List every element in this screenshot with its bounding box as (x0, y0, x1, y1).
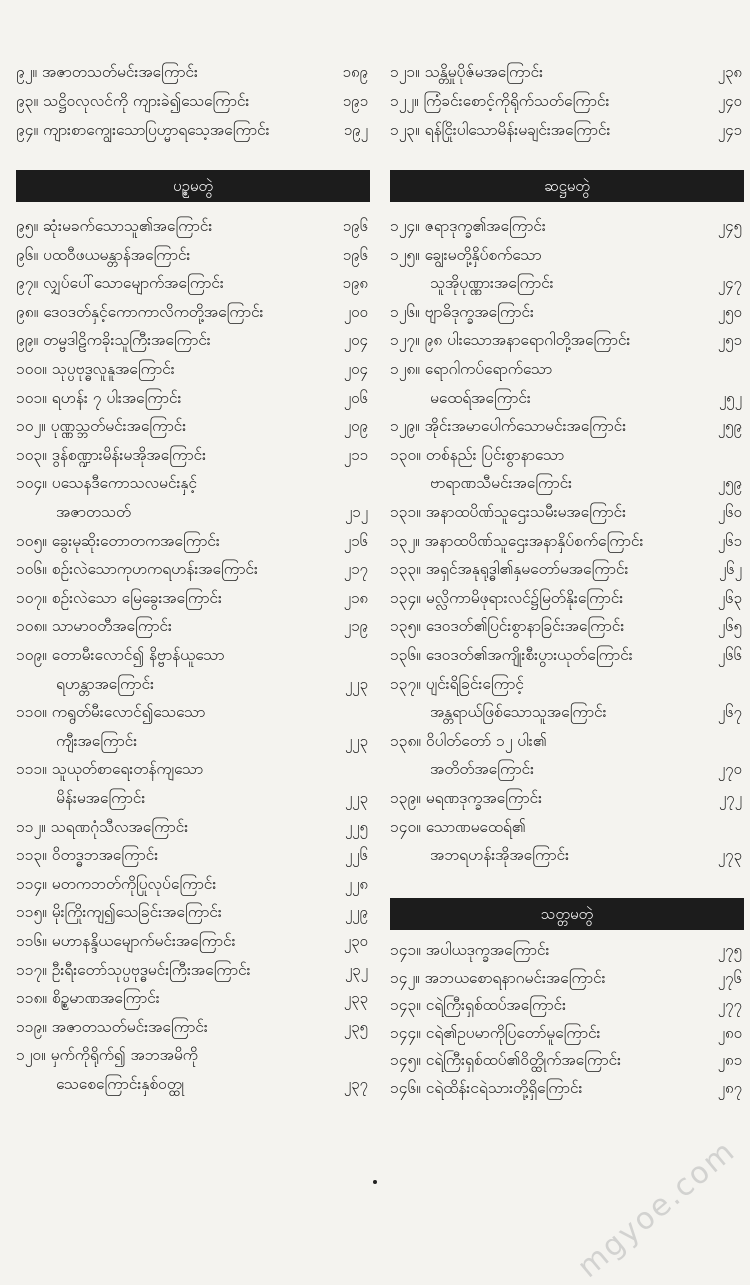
toc-entry-page-number: ၂၅၉ (717, 474, 742, 493)
toc-entry-title: ၉၅။ ဆုံးမခက်သောသူ၏အကြောင်း (16, 217, 213, 235)
toc-entry-continuation (390, 273, 744, 293)
toc-entry-title: ၁၄၅။ ငရဲကြီးရှစ်ထပ်၏ဝိတ္ထိုက်အကြောင်း (390, 1051, 622, 1069)
toc-entry (16, 91, 370, 111)
toc-entry-title: ၁၀၄။ ပသေနဒီကောသလမင်းနှင့် (16, 474, 197, 493)
toc-entry (16, 817, 370, 837)
toc-entry-page-number: ၂၃၇ (343, 1075, 368, 1093)
toc-entry-page-number: ၂၆၀ (717, 503, 742, 521)
toc-entry-page-number: ၂၂၉ (344, 903, 368, 922)
toc-entry-title: ၉၄။ ကျားစာကျွေးသောပြဟ္မာရသေ့အကြောင်း (16, 121, 270, 139)
toc-entry-title: ဗာရာဏသီမင်းအကြောင်း (430, 474, 573, 493)
toc-entry-page-number: ၂၆၅ (717, 617, 742, 636)
section-header: ပဥ္စမတွဲ (16, 170, 370, 202)
toc-entry-title: ၉၂။ အဇာတသတ်မင်းအကြောင်း (16, 63, 198, 81)
toc-entry (390, 731, 744, 751)
toc-entry-continuation (390, 759, 744, 779)
toc-entry-page-number: ၂၀၉ (343, 417, 368, 436)
toc-entry (16, 988, 370, 1008)
toc-entry-continuation (390, 845, 744, 865)
watermark: mgyoe.com (570, 1133, 742, 1285)
toc-entry-title: ရဟန္တာအကြောင်း (56, 674, 155, 693)
toc-entry-page-number: ၂၄၇ (717, 274, 742, 293)
toc-entry-page-number: ၂၆၆ (717, 646, 742, 664)
toc-entry-page-number: ၁၈၉ (342, 63, 368, 81)
toc-entry-title: ၉၉။ တမ္ဗဒါဠိကခိုးသူကြီးအကြောင်း (16, 331, 211, 350)
toc-entry-title: ၉၇။ လျှပ်ပေါ်သောမျောက်အကြောင်း (16, 274, 224, 293)
toc-entry-continuation (16, 502, 370, 522)
toc-entry-title: ၁၂၄။ ဇရာဒုက္ခ၏အကြောင်း (390, 217, 546, 235)
toc-entry-page-number: ၂၃၀ (343, 932, 368, 950)
toc-entry-page-number: ၂၅၂ (718, 388, 742, 407)
toc-entry-title: ၁၁၉။ အဇာတသတ်မင်းအကြောင်း (16, 1017, 208, 1036)
toc-entry-page-number: ၂၂၅ (344, 817, 368, 836)
toc-entry-page-number: ၂၀၄ (343, 360, 368, 378)
page-dot (373, 1180, 377, 1184)
toc-entry (16, 531, 370, 551)
toc-entry-title: ၁၃၉။ မရဏဒုက္ခအကြောင်း (390, 789, 543, 807)
toc-entry-page-number: ၂၃၅ (343, 1017, 368, 1036)
toc-entry (16, 330, 370, 350)
toc-entry-title: ၉၈။ ဒေဝဒတ်နှင့်ကောကာလိကတို့အကြောင်း (16, 302, 264, 321)
toc-entry (390, 445, 744, 465)
toc-entry-page-number: ၁၉၆ (342, 245, 368, 264)
toc-entry-page-number: ၂၇၂ (718, 789, 742, 807)
toc-entry-title: ၁၂၉။ အိုင်းအမာပေါက်သောမင်းအကြောင်း (390, 417, 627, 436)
toc-entry-title: သူအိုပုဏ္ဏားအကြောင်း (430, 274, 554, 293)
toc-entry-title: ၁၀၆။ စဉ်းလဲသောကုဟကရဟန်းအကြောင်း (16, 560, 258, 579)
toc-entry (16, 473, 370, 493)
toc-entry (390, 788, 744, 808)
toc-entry-title: အန္တရာယ်ဖြစ်သောသူအကြောင်း (430, 703, 607, 722)
toc-entry-title: ၁၁၀။ ကရွတ်မီးလောင်၍သေသော (16, 703, 206, 722)
toc-entry-page-number: ၂၅၀ (717, 302, 742, 321)
toc-entry-title: မိန်းမအကြောင်း (56, 789, 146, 807)
toc-entry-title: ၁၃၀။ တစ်နည်း ပြင်းစွာနာသော (390, 445, 565, 464)
toc-entry (390, 359, 744, 379)
toc-entry (390, 502, 744, 522)
toc-entry-title: ၁၀၈။ သာမာဝတီအကြောင်း (16, 617, 172, 636)
toc-entry-page-number: ၂၆၃ (717, 588, 742, 607)
toc-entry-page-number: ၂၂၈ (344, 874, 368, 893)
toc-entry-page-number: ၂၇၆ (717, 968, 742, 987)
toc-entry-title: ၁၄၀။ သောဏမထေရ်၏ (390, 817, 526, 836)
toc-entry (16, 559, 370, 579)
toc-entry-title: ၁၀၀။ သုပ္ပဗုဒ္ဓလူနူအကြောင်း (16, 360, 175, 378)
toc-entry-page-number: ၂၈၁ (717, 1051, 742, 1069)
toc-entry (16, 874, 370, 894)
toc-entry-title: ၁၂၅။ ချွေးမတို့နှိပ်စက်သော (390, 245, 542, 264)
toc-entry (16, 960, 370, 980)
toc-entry (16, 931, 370, 951)
toc-entry-continuation (390, 702, 744, 722)
toc-entry-page-number: ၂၀၄ (343, 331, 368, 350)
toc-entry (390, 1023, 744, 1043)
toc-entry-continuation (390, 388, 744, 408)
toc-entry-title: ၁၄၃။ ငရဲကြီးရှစ်ထပ်အကြောင်း (390, 996, 567, 1014)
toc-entry-page-number: ၂၇၇ (717, 996, 742, 1014)
toc-entry-page-number: ၂၅၁ (717, 331, 742, 350)
toc-entry (390, 91, 744, 111)
toc-entry-title: အတိတ်အကြောင်း (430, 760, 535, 779)
toc-entry-title: ၁၁၄။ မတကဘတ်ကိုပြုလုပ်ကြောင်း (16, 874, 217, 893)
toc-entry (390, 1050, 744, 1070)
toc-entry-title: ၁၃၇။ ပျင်းရိခြင်းကြောင့် (390, 674, 524, 693)
toc-entry (390, 674, 744, 694)
toc-entry-title: ၁၁၃။ ဝိတဒ္ဓဘအကြောင်း (16, 846, 159, 865)
toc-entry (16, 1045, 370, 1065)
toc-entry (390, 531, 744, 551)
toc-entry (390, 120, 744, 140)
toc-entry-title: ၁၄၁။ အပါယဒုက္ခအကြောင်း (390, 941, 550, 959)
toc-entry-page-number: ၂၈၇ (717, 1078, 742, 1097)
toc-entry (16, 120, 370, 140)
toc-entry (16, 302, 370, 322)
toc-entry-title: မထေရ်အကြောင်း (430, 388, 531, 407)
toc-entry-title: ၁၁၁။ သူယုတ်စာရေးတန်ကျသော (16, 760, 204, 779)
toc-entry-page-number: ၂၆၇ (717, 703, 742, 722)
toc-entry-continuation (16, 1074, 370, 1094)
toc-entry (16, 245, 370, 265)
toc-entry-title: ၁၃၆။ ဒေဝဒတ်၏အကျိုးစီးပွားယုတ်ကြောင်း (390, 646, 633, 664)
toc-entry-title: ၁၄၂။ အဘယစောရနာဂမင်းအကြောင်း (390, 968, 606, 987)
toc-entry (390, 302, 744, 322)
toc-entry (16, 416, 370, 436)
toc-entry (390, 968, 744, 988)
toc-entry (16, 216, 370, 236)
toc-entry-title: ၁၄၄။ ငရဲ၏ဥပမာကိုပြတော်မူကြောင်း (390, 1023, 601, 1042)
toc-entry-page-number: ၂၃၂ (344, 960, 368, 979)
toc-entry-page-number: ၂၈၀ (717, 1023, 742, 1042)
toc-entry (390, 940, 744, 960)
toc-entry-page-number: ၂၂၃ (344, 674, 368, 693)
toc-entry (390, 216, 744, 236)
toc-entry-page-number: ၂၇၅ (717, 941, 742, 959)
toc-entry (16, 902, 370, 922)
toc-entry-page-number: ၂၄၀ (717, 92, 742, 110)
toc-entry (16, 702, 370, 722)
toc-entry (16, 359, 370, 379)
toc-entry-title: ၁၀၅။ ခွေးမုဆိုးတောတကအကြောင်း (16, 531, 220, 550)
toc-entry-page-number: ၁၉၆ (342, 217, 368, 235)
toc-entry (16, 1017, 370, 1037)
toc-entry-title: ၁၄၆။ ငရဲထိန်းငရဲသားတို့ရှိကြောင်း (390, 1078, 583, 1097)
toc-entry-title: ကျီးအကြောင်း (56, 731, 138, 750)
toc-entry-title: ၁၂၃။ ရန်ငြိုးပါသောမိန်းမချင်းအကြောင်း (390, 121, 611, 139)
toc-entry-page-number: ၂၁၇ (343, 560, 368, 579)
toc-entry (16, 388, 370, 408)
toc-entry-title: ၁၂၆။ ဗျာဓိဒုက္ခအကြောင်း (390, 302, 534, 321)
toc-entry-title: ၁၃၈။ ဝိပါတ်တော် ၁၂ ပါး၏ (390, 731, 547, 750)
toc-entry (390, 645, 744, 665)
section-header: သတ္တမတွဲ (390, 898, 744, 930)
toc-entry-continuation (16, 788, 370, 808)
toc-entry-page-number: ၂၁၈ (343, 588, 368, 607)
toc-entry (16, 759, 370, 779)
toc-entry-title: ၁၂၇။ ၉၈ ပါးသောအနာရောဂါတို့အကြောင်း (390, 331, 631, 350)
toc-entry (390, 588, 744, 608)
toc-entry (16, 616, 370, 636)
toc-entry-page-number: ၂၀၀ (343, 302, 368, 321)
toc-entry (16, 62, 370, 82)
toc-entry-page-number: ၂၂၃ (344, 789, 368, 807)
toc-entry-title: ၁၀၉။ တောမီးလောင်၍ နိဗ္ဗာန်ယူသော (16, 646, 225, 664)
toc-entry-page-number: ၂၆၁ (717, 531, 742, 550)
toc-entry-page-number: ၂၂၃ (344, 731, 368, 750)
toc-entry-page-number: ၂၁၁ (343, 445, 368, 464)
toc-entry-title: ၁၁၇။ ဦးရီးတော်သုပ္ပဗုဒ္ဓမင်းကြီးအကြောင်း (16, 960, 251, 979)
toc-entry (16, 273, 370, 293)
toc-entry (390, 616, 744, 636)
toc-entry-title: ၁၂၈။ ရောဂါကပ်ရောက်သော (390, 360, 553, 378)
section-header: ဆဋ္ဌမတွဲ (390, 170, 744, 202)
toc-entry-page-number: ၂၃၈ (717, 63, 742, 81)
toc-entry-title: ၁၂၁။ သန္တိမှုပိုဇ်မအကြောင်း (390, 63, 544, 81)
toc-entry (16, 645, 370, 665)
toc-entry-page-number: ၂၁၆ (343, 531, 368, 550)
toc-entry-page-number: ၂၁၂ (344, 503, 368, 521)
toc-entry-page-number: ၁၉၁ (342, 92, 368, 110)
toc-entry-page-number: ၂၄၁ (717, 121, 742, 139)
toc-entry-title: အဇာတသတ် (56, 503, 131, 521)
toc-entry-title: ၉၆။ ပထဝီဖယမန္တာန်အကြောင်း (16, 245, 191, 264)
toc-entry-title: ၁၀၂။ ပုဏ္ဏသ္ဘတ်မင်းအကြောင်း (16, 417, 187, 436)
toc-entry-page-number: ၂၇၃ (717, 846, 742, 865)
toc-entry-title: ၁၁၅။ မိုးကြိုးကျ၍သေခြင်းအကြောင်း (16, 903, 222, 922)
toc-entry (390, 330, 744, 350)
toc-entry-continuation (390, 473, 744, 493)
toc-entry-title: ၁၁၈။ စိဥ္စမာဏအကြောင်း (16, 989, 160, 1008)
toc-entry (390, 62, 744, 82)
toc-entry (390, 817, 744, 837)
toc-entry-page-number: ၂၇၀ (717, 760, 742, 779)
toc-entry-page-number: ၂၀၆ (343, 388, 368, 407)
toc-entry-title: သေစေကြောင်းနှစ်ဝတ္ထု (56, 1075, 185, 1093)
toc-entry-title: ၁၀၃။ ဒွန်စဏ္ဍားမိန်းမအိုအကြောင်း (16, 445, 207, 464)
toc-entry (16, 588, 370, 608)
toc-entry-title: ၁၀၇။ စဉ်းလဲသော မြေခွေးအကြောင်း (16, 588, 222, 607)
toc-entry (16, 445, 370, 465)
toc-entry-title: ၁၃၅။ ဒေဝဒတ်၏ပြင်းစွာနာခြင်းအကြောင်း (390, 617, 625, 636)
toc-entry (390, 1078, 744, 1098)
toc-entry-page-number: ၂၂၆ (344, 846, 368, 865)
toc-entry-continuation (16, 731, 370, 751)
toc-entry-page-number: ၁၉၈ (342, 274, 368, 293)
toc-entry-title: ၁၃၄။ မလ္လိကာမိဖုရားလင်၌မြတ်နိုးကြောင်း (390, 588, 624, 607)
toc-entry-title: ၁၃၂။ အနာထပိဏ်သူဌေးအနာနှိပ်စက်ကြောင်း (390, 531, 644, 550)
toc-entry (390, 416, 744, 436)
toc-entry-page-number: ၂၄၅ (717, 217, 742, 235)
toc-entry-page-number: ၁၉၂ (343, 121, 368, 139)
toc-entry (16, 845, 370, 865)
toc-entry-title: ၁၃၃။ အရှင်အနုရုဒ္ဓါ၏နှမတော်မအကြောင်း (390, 560, 629, 579)
toc-entry-title: ၁၂၂။ ကြံခင်းစောင့်ကိုရိုက်သတ်ကြောင်း (390, 92, 610, 110)
toc-entry (390, 559, 744, 579)
toc-entry-title: ၁၁၂။ သရဏဂုံသီလအကြောင်း (16, 817, 189, 836)
toc-entry-title: အဘရဟန်းအိုအကြောင်း (430, 846, 570, 865)
toc-entry-page-number: ၂၅၉ (717, 417, 742, 436)
toc-entry-page-number: ၂၃၃ (343, 989, 368, 1008)
toc-entry-title: ၁၁၆။ မဟာနန္ဒိယမျောက်မင်းအကြောင်း (16, 932, 236, 950)
toc-entry-title: ၁၃၁။ အနာထပိဏ်သူဌေးသမီးမအကြောင်း (390, 503, 627, 521)
toc-entry (390, 995, 744, 1015)
toc-entry-title: ၁၀၁။ ရဟန်း ၇ ပါးအကြောင်း (16, 388, 182, 407)
toc-entry-page-number: ၂၆၂ (718, 560, 742, 579)
toc-entry (390, 245, 744, 265)
toc-entry-title: ၁၂၀။ မှက်ကိုရိုက်၍ အဘအမိကို (16, 1046, 198, 1065)
toc-entry-page-number: ၂၁၉ (343, 617, 368, 636)
toc-entry-title: ၉၃။ သဋ္ဌိဝလုလင်ကို ကျားခဲ၍သေကြောင်း (16, 92, 250, 110)
toc-entry-continuation (16, 674, 370, 694)
